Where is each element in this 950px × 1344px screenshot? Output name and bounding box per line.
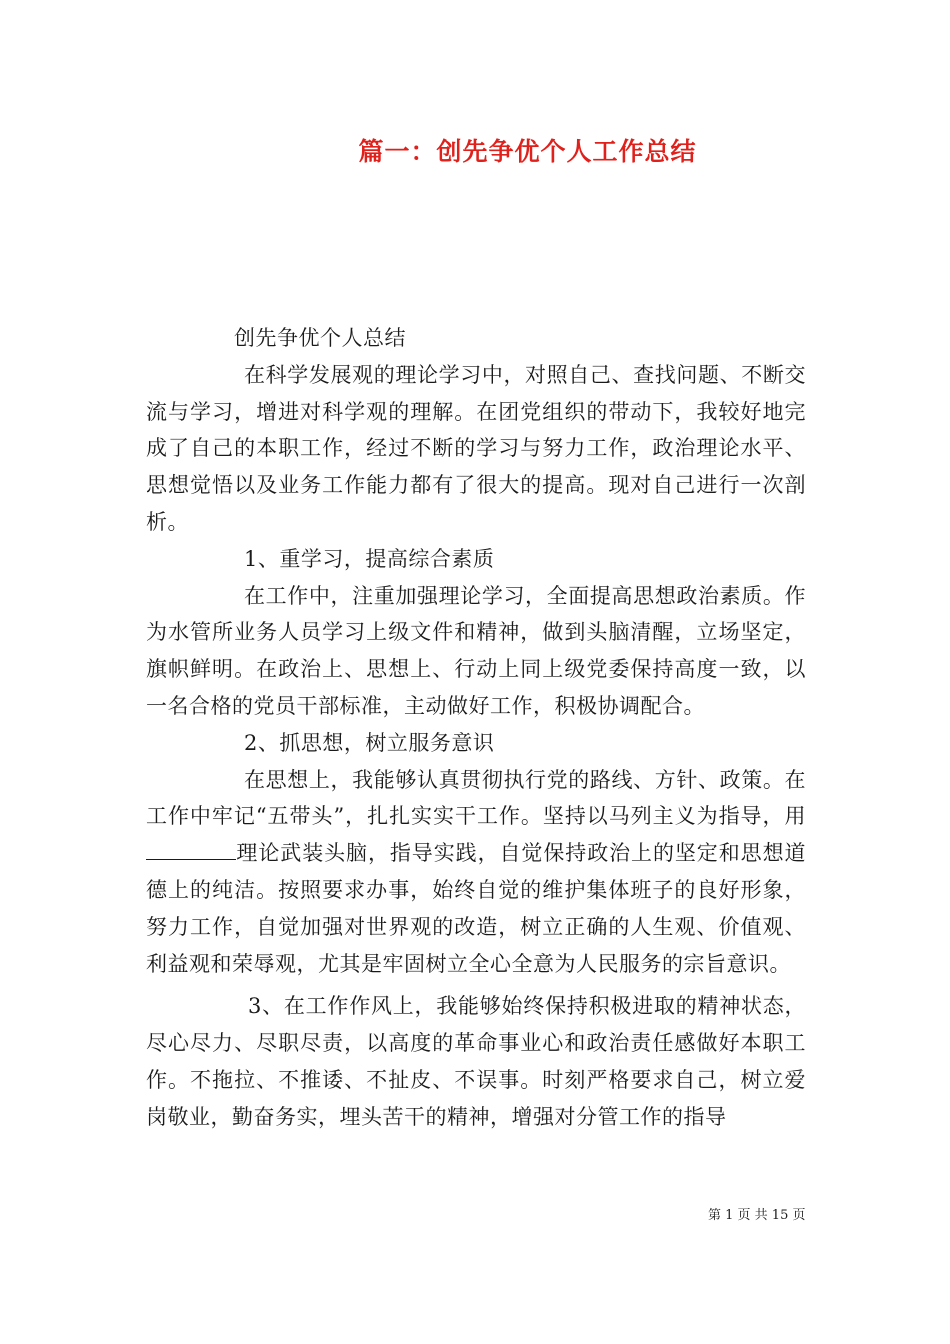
document-body: [146, 320, 806, 1136]
intro-paragraph: 在科学发展观的理论学习中，对照自己、查找问题、不断交流与学习，增进对科学观的理解。在团党组织的带动下，我较好地完成了自己的本职工作，经过不断的学习与努力工作，政治理论水平、思想觉悟以及业务工作能力都有了很大的提高。现对自己进行一次剖析。: [146, 362, 806, 534]
section-heading-1: 1、重学习，提高综合素质: [244, 546, 495, 571]
section-paragraph-1: 在工作中，注重加强理论学习，全面提高思想政治素质。作为水管所业务人员学习上级文件和精神，做到头脑清醒，立场坚定，旗帜鲜明。在政治上、思想上、行动上同上级党委保持高度一致，以一名合格的党员干部标准，主动做好工作，积极协调配合。: [146, 583, 806, 718]
paragraph-2-text-start: 在思想上，我能够认真贯彻执行党的路线、方针、政策。在工作中牢记“五带头”，扎扎实实干工作。坚持以马列主义为指导，用: [146, 767, 806, 829]
paragraph-2-text-end: 理论武装头脑，指导实践，自觉保持政治上的坚定和思想道德上的纯洁。按照要求办事，始终自觉的维护集体班子的良好形象，努力工作，自觉加强对世界观的改造，树立正确的人生观、价值观、利益观和荣辱观，尤其是牢固树立全心全意为人民服务的宗旨意识。: [146, 841, 806, 976]
page-number-footer: 第 1 页 共 15 页: [708, 1208, 806, 1223]
fill-in-blank: [146, 839, 236, 860]
section-heading-2: 2、抓思想，树立服务意识: [244, 730, 495, 755]
section-paragraph-3: 3、在工作作风上，我能够始终保持积极进取的精神状态，尽心尽力、尽职尽责，以高度的革命事业心和政治责任感做好本职工作。不拖拉、不推诿、不扯皮、不误事。时刻严格要求自己，树立爱岗敬业，勤奋务实，埋头苦干的精神，增强对分管工作的指导: [146, 994, 806, 1129]
document-subtitle: 创先争优个人总结: [234, 326, 406, 350]
page-title: 篇一：创先争优个人工作总结: [358, 137, 697, 166]
section-paragraph-2: [146, 762, 806, 983]
